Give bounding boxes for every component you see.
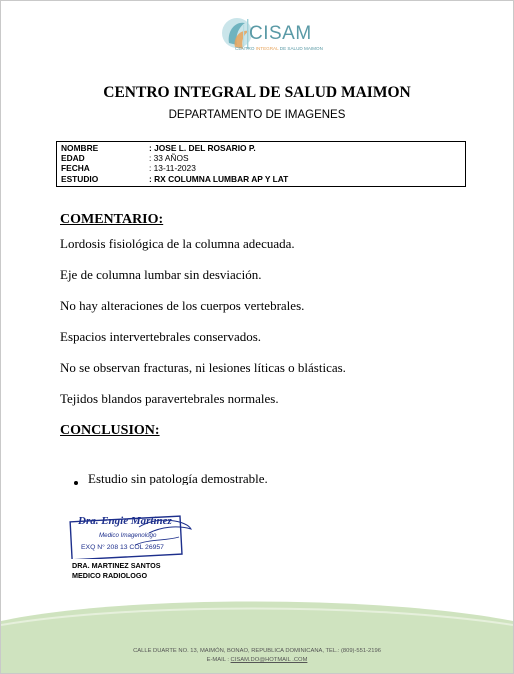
logo-wordmark: CISAM [249, 23, 312, 44]
info-row-age [61, 153, 461, 163]
footer-email-link[interactable]: CISAM.DO@HOTMAIL .COM [230, 656, 308, 663]
footer-address: CALLE DUARTE NO. 13, MAIMÓN, BONAO, REPUBLICA DOMINICANA, TEL.: (809)-551-2196 [133, 648, 381, 654]
info-label: NOMBRE [61, 143, 99, 153]
department-title: DEPARTAMENTO DE IMAGENES [168, 109, 346, 121]
bullet-icon [74, 481, 78, 485]
info-label: EDAD [61, 153, 85, 164]
comment-line: No se observan fracturas, ni lesiones líticas o blásticas. [60, 360, 346, 375]
info-value: : JOSE L. DEL ROSARIO P. [149, 143, 256, 153]
comment-line: No hay alteraciones de los cuerpos vertebrales. [60, 298, 305, 313]
stamp-signature: Dra. Engie Martinez [78, 515, 172, 527]
comment-heading: COMENTARIO: [60, 212, 164, 227]
info-value: : RX COLUMNA LUMBAR AP Y LAT [149, 173, 289, 184]
comment-line: Espacios intervertebrales conservados. [60, 329, 262, 344]
doctor-title: MEDICO RADIOLOGO [72, 570, 148, 580]
info-label: ESTUDIO [61, 173, 99, 184]
footer-email-line: E-MAIL : CISAM.DO@HOTMAIL .COM [206, 656, 308, 663]
comment-line: Eje de columna lumbar sin desviación. [60, 267, 262, 282]
logo-subtitle: CENTRO INTEGRAL DE SALUD MAIMON [235, 46, 323, 51]
comment-line: Tejidos blandos paravertebrales normales. [60, 391, 279, 406]
doctor-block [72, 561, 161, 580]
comment-line: Lordosis fisiológica de la columna adecuada. [60, 236, 295, 251]
stamp-role: Medico Imagenologo [99, 532, 157, 539]
info-row-study [61, 174, 461, 184]
stamp-registration: EXQ N° 208 13 COL 26957 [81, 544, 164, 551]
info-value: : 33 AÑOS [149, 153, 189, 164]
info-row-date [61, 163, 461, 173]
footer [1, 647, 513, 664]
conclusion-heading: CONCLUSION: [60, 423, 160, 438]
doctor-name: DRA. MARTINEZ SANTOS [72, 561, 161, 570]
info-label: FECHA [61, 163, 90, 174]
info-value: : 13-11-2023 [149, 163, 196, 174]
info-row-name [61, 143, 461, 153]
page-title: CENTRO INTEGRAL DE SALUD MAIMON [103, 84, 411, 101]
conclusion-item: Estudio sin patología demostrable. [88, 471, 268, 485]
patient-info-box [56, 141, 466, 187]
conclusion-item-clip [88, 468, 328, 485]
